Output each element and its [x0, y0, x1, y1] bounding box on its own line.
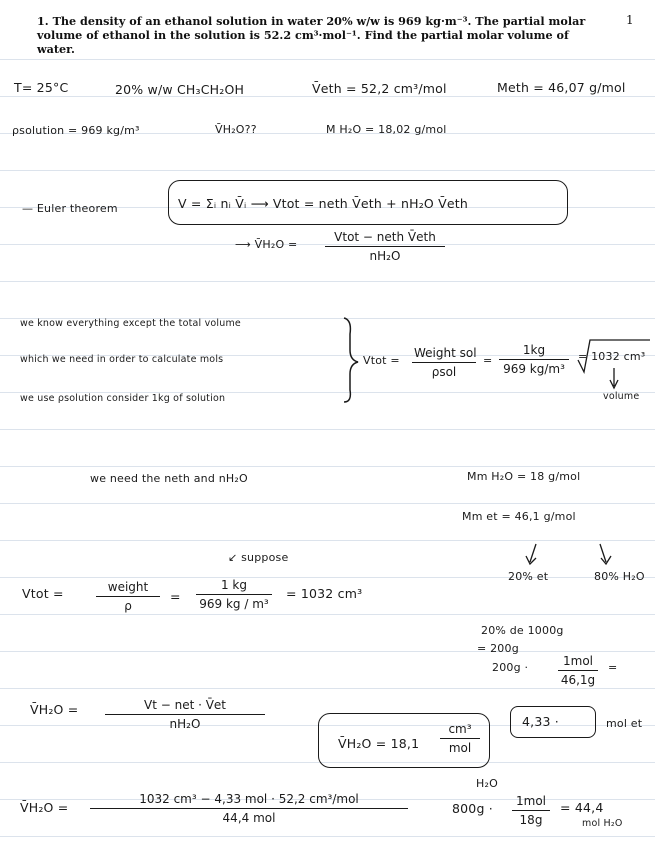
water-mass-calc: 800g · [452, 801, 493, 816]
density-value: 969 kg/m³ [503, 362, 565, 376]
water-volume-label-2: V̄H₂O = [20, 800, 69, 815]
euler-equation: V = Σᵢ nᵢ V̄ᵢ ⟶ Vtot = neth V̄eth + nH₂O V̄eth [178, 196, 468, 211]
equals-sign-1: = [483, 354, 493, 367]
water-moles-result: = 44,4 [560, 800, 604, 815]
water-percentage: 80% H₂O [594, 570, 645, 583]
equals-sign-3: = [608, 661, 618, 674]
temperature-note: T= 25°C [14, 80, 69, 95]
rho-text: ρ [124, 599, 132, 613]
formula-denominator: nH₂O [369, 249, 401, 263]
one-mol-2: 1mol [512, 794, 550, 811]
equals-sign-2: = [170, 589, 181, 604]
ethanol-molar-mass-2: Mm et = 46,1 g/mol [462, 510, 576, 523]
ethanol-molar-mass-value: 46,1g [560, 673, 596, 687]
total-volume-result: = 1032 cm³ [578, 350, 646, 363]
result-mark [578, 340, 650, 372]
final-answer: V̄H₂O = 18,1 [338, 736, 420, 751]
explanation-line-2: which we need in order to calculate mols [20, 354, 224, 365]
explanation-line-1: we know everything except the total volume [20, 318, 241, 329]
one-mol: 1mol [558, 654, 598, 671]
water-arrow [600, 544, 611, 564]
final-unit-denominator: mol [448, 741, 472, 755]
concentration-note: 20% w/w CH₃CH₂OH [115, 82, 245, 97]
ethanol-molar-volume-note: V̄eth = 52,2 cm³/mol [312, 81, 447, 96]
total-volume-result-2: = 1032 cm³ [286, 586, 363, 601]
formula-numerator: Vtot − neth V̄eth [325, 230, 445, 247]
moles-ethanol-value: 4,33 · [522, 714, 559, 729]
ethanol-molar-mass-note: Meth = 46,07 g/mol [497, 80, 626, 95]
one-kg-2: 1 kg [196, 578, 272, 595]
euler-theorem-label: — Euler theorem [22, 202, 118, 215]
water-label: H₂O [476, 777, 498, 790]
ethanol-mass-calc-3: 200g · [492, 661, 529, 674]
water-moles-unit: mol H₂O [582, 818, 623, 829]
explanation-line-3: we use ρsolution consider 1kg of solution [20, 393, 226, 404]
volume-arrow [610, 368, 618, 388]
total-volume-label: Vtot = [363, 354, 400, 367]
water-volume-calc-denominator: 44,4 mol [222, 811, 276, 825]
weight-sol: Weight sol [412, 346, 476, 363]
ethanol-mass-calc-1: 20% de 1000g [481, 624, 564, 637]
one-kg: 1kg [499, 343, 569, 360]
moles-ethanol-unit: mol et [606, 717, 643, 730]
density-note: ρsolution = 969 kg/m³ [12, 124, 140, 137]
need-moles-note: we need the neth and nH₂O [90, 472, 248, 485]
total-volume-label-2: Vtot = [22, 586, 64, 601]
water-molar-mass-2: Mm H₂O = 18 g/mol [467, 470, 581, 483]
page-number: 1 [626, 13, 634, 27]
final-unit-numerator: cm³ [440, 722, 480, 739]
water-molar-mass-note: M H₂O = 18,02 g/mol [326, 123, 447, 136]
suppose-annotation: ↙ suppose [228, 551, 289, 564]
ethanol-mass-calc-2: = 200g [477, 642, 519, 655]
water-volume-formula-label: ⟶ V̄H₂O = [235, 238, 298, 251]
water-volume-label: V̄H₂O = [30, 702, 79, 717]
water-molar-volume-question: V̄H₂O?? [215, 123, 257, 136]
water-molar-mass-value: 18g [519, 813, 543, 827]
ethanol-arrow [526, 544, 536, 564]
volume-label: volume [603, 391, 640, 402]
water-volume-numerator: Vt − net · V̄et [105, 698, 265, 715]
water-volume-denominator: nH₂O [169, 717, 201, 731]
rho-sol: ρsol [431, 365, 457, 379]
ethanol-percentage: 20% et [508, 570, 549, 583]
curly-brace [344, 318, 358, 402]
water-volume-calc-numerator: 1032 cm³ − 4,33 mol · 52,2 cm³/mol [90, 792, 408, 809]
density-value-2: 969 kg / m³ [199, 597, 269, 611]
weight-text: weight [96, 580, 160, 597]
problem-statement: 1. The density of an ethanol solution in water 20% w/w is 969 kg·m⁻³. The partial molar volume of ethanol in the solution is 52.2 cm³·mol⁻¹. Find the partial molar volume of water. [37, 14, 586, 56]
